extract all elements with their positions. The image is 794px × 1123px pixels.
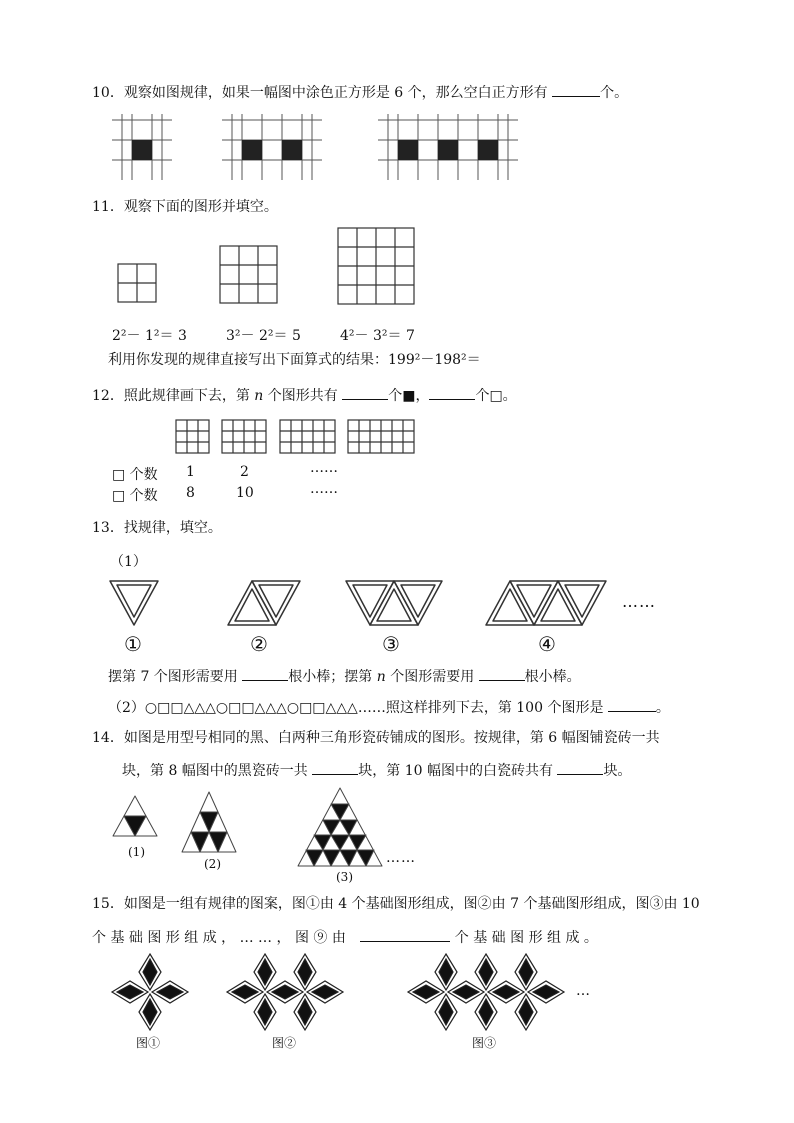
q14-figure-ellipsis: …… — [386, 850, 416, 866]
q13-triangle-figures — [0, 578, 794, 628]
q15-pattern-figures — [0, 952, 794, 1042]
q14-fig-label-1: (1) — [128, 845, 145, 859]
q11-grids — [0, 226, 794, 316]
q11-eq1: 2²－ 1²＝ 3 — [112, 328, 187, 344]
q15-text-line1: 15．如图是一组有规律的图案，图①由 4 个基础图形组成，图②由 7 个基础图形组成，图③由 10 — [92, 896, 700, 912]
q15-text-line2: 个 基 础 图 形 组 成 ， … … ， 图 ⑨ 由 个 基 础 图 形 组 成 。 — [92, 927, 598, 947]
q14-text-line1: 14．如图是用型号相同的黑、白两种三角形瓷砖铺成的图形。按规律，第 6 幅图铺瓷砖一共 — [92, 730, 660, 746]
q15-fig-label-2: 图② — [272, 1036, 297, 1050]
q14-fig-label-2: (2) — [204, 857, 221, 871]
q13-fig-label-4: ④ — [538, 632, 556, 656]
q13-blank-1[interactable] — [242, 666, 288, 681]
q12-blank-1[interactable] — [342, 385, 388, 400]
q12-row1-label: □ 个数 — [112, 467, 158, 483]
q13-fig-label-2: ② — [250, 632, 268, 656]
q12-grids — [0, 418, 794, 458]
q15-fig-label-1: 图① — [136, 1036, 161, 1050]
q14-blank-1[interactable] — [92, 761, 122, 775]
q13-blank-3[interactable] — [608, 697, 656, 712]
q13-text: 13．找规律，填空。 — [92, 520, 222, 536]
q13-part1-question: 摆第 7 个图形需要用 根小棒；摆第 n 个图形需要用 根小棒。 — [108, 666, 581, 686]
q12-row2-label: □ 个数 — [112, 488, 158, 504]
q10-figures — [0, 112, 794, 192]
q12-row2-val2: 10 — [236, 485, 254, 501]
q13-part1-label: （1） — [110, 554, 147, 570]
q14-blank-2[interactable] — [312, 760, 358, 775]
q12-row1-val2: 2 — [240, 464, 249, 480]
q13-fig-label-1: ① — [124, 632, 142, 656]
q13-fig-label-3: ③ — [382, 632, 400, 656]
q11-eq3: 4²－ 3²＝ 7 — [340, 328, 415, 344]
q14-fig-label-3: (3) — [336, 870, 353, 884]
q12-row2-ellipsis: …… — [310, 481, 338, 497]
q11-eq2: 3²－ 2²＝ 5 — [226, 328, 301, 344]
q13-blank-2[interactable] — [479, 666, 525, 681]
q14-text-line2: 块，第 8 幅图中的黑瓷砖一共 块，第 10 幅图中的白瓷砖共有 块。 — [92, 760, 631, 780]
q11-question: 利用你发现的规律直接写出下面算式的结果：199²－198²＝ — [108, 352, 481, 368]
q10-answer-blank[interactable] — [552, 82, 600, 97]
q15-figure-ellipsis: … — [576, 983, 590, 999]
q12-text: 12．照此规律画下去，第 n 个图形共有 个■， 个□。 — [92, 385, 517, 405]
q13-figure-ellipsis: …… — [622, 592, 656, 611]
q12-row1-ellipsis: …… — [310, 460, 338, 476]
q10-text: 10．观察如图规律，如果一幅图中涂色正方形是 6 个，那么空白正方形有 个。 — [92, 82, 628, 102]
q12-row2-val1: 8 — [186, 485, 195, 501]
q15-fig-label-3: 图③ — [472, 1036, 497, 1050]
q12-row1-val1: 1 — [186, 464, 195, 480]
q13-part2-question: （2）○□□△△△○□□△△△○□□△△△……照这样排列下去，第 100 个图形是 。 — [108, 697, 670, 717]
q14-blank-3[interactable] — [557, 760, 603, 775]
q15-blank[interactable] — [360, 927, 450, 942]
q12-blank-2[interactable] — [429, 385, 475, 400]
q11-text: 11．观察下面的图形并填空。 — [92, 199, 278, 215]
